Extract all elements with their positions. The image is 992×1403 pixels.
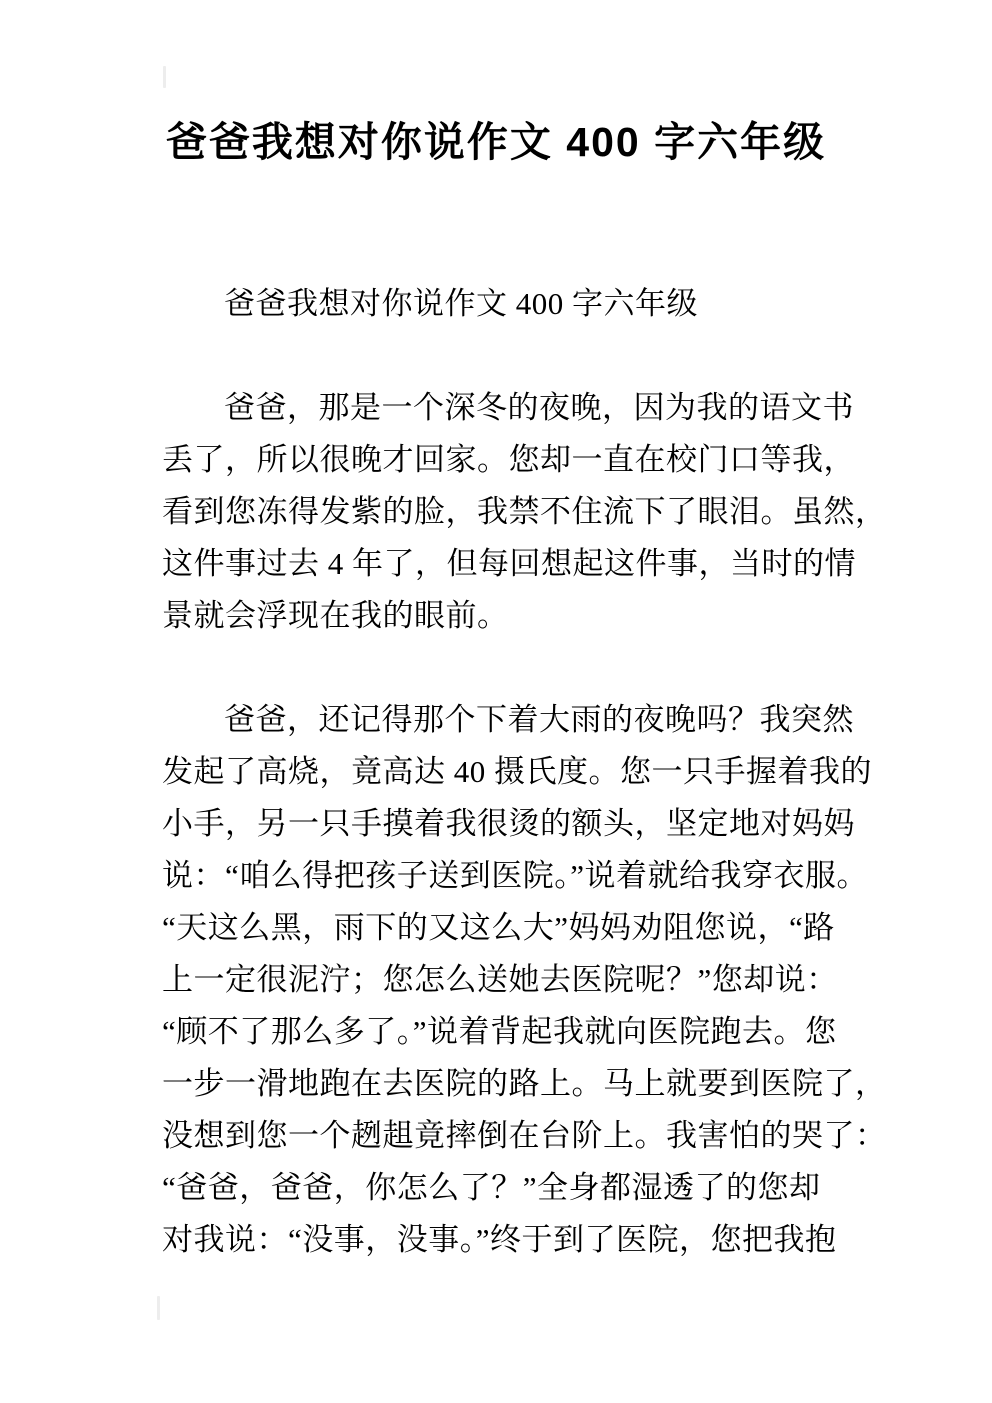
page-title: 爸爸我想对你说作文 400 字六年级 [165,119,827,165]
paragraph-2-line: 说：“咱么得把孩子送到医院。”说着就给我穿衣服。 [162,858,869,893]
paragraph-2-line: 发起了高烧，竟高达 40 摄氏度。您一只手握着我的 [162,754,872,789]
paragraph-1-line: 丢了，所以很晚才回家。您却一直在校门口等我， [162,442,855,477]
paragraph-2-line: 一步一滑地跑在去医院的路上。马上就要到医院了， [162,1066,887,1101]
paragraph-2-line: “爸爸，爸爸，你怎么了？”全身都湿透了的您却 [162,1170,821,1205]
paragraph-1-line: 这件事过去 4 年了，但每回想起这件事，当时的情 [162,546,856,581]
paragraph-1-line: 爸爸，那是一个深冬的夜晚，因为我的语文书 [224,390,854,425]
paragraph-2-line: “顾不了那么多了。”说着背起我就向医院跑去。您 [162,1014,837,1049]
paragraph-2-line: 没想到您一个趔趄竟摔倒在台阶上。我害怕的哭了： [162,1118,887,1153]
paragraph-1 [162,382,887,642]
paragraph-2-line: 小手，另一只手摸着我很烫的额头，坚定地对妈妈 [162,806,855,841]
paragraph-1-line: 景就会浮现在我的眼前。 [162,598,509,633]
scan-artifact-bottom [157,1296,160,1320]
paragraph-2-line: 上一定很泥泞；您怎么送她去医院呢？”您却说： [162,962,838,997]
paragraph-2-line: 爸爸，还记得那个下着大雨的夜晚吗？我突然 [224,702,854,737]
paragraph-2 [162,694,887,1266]
paragraph-2-line: 对我说：“没事，没事。”终于到了医院，您把我抱 [162,1222,837,1257]
subtitle-line: 爸爸我想对你说作文 400 字六年级 [224,286,698,321]
paragraph-2-line: “天这么黑，雨下的又这么大”妈妈劝阻您说，“路 [162,910,835,945]
paragraph-1-line: 看到您冻得发紫的脸，我禁不住流下了眼泪。虽然， [162,494,887,529]
